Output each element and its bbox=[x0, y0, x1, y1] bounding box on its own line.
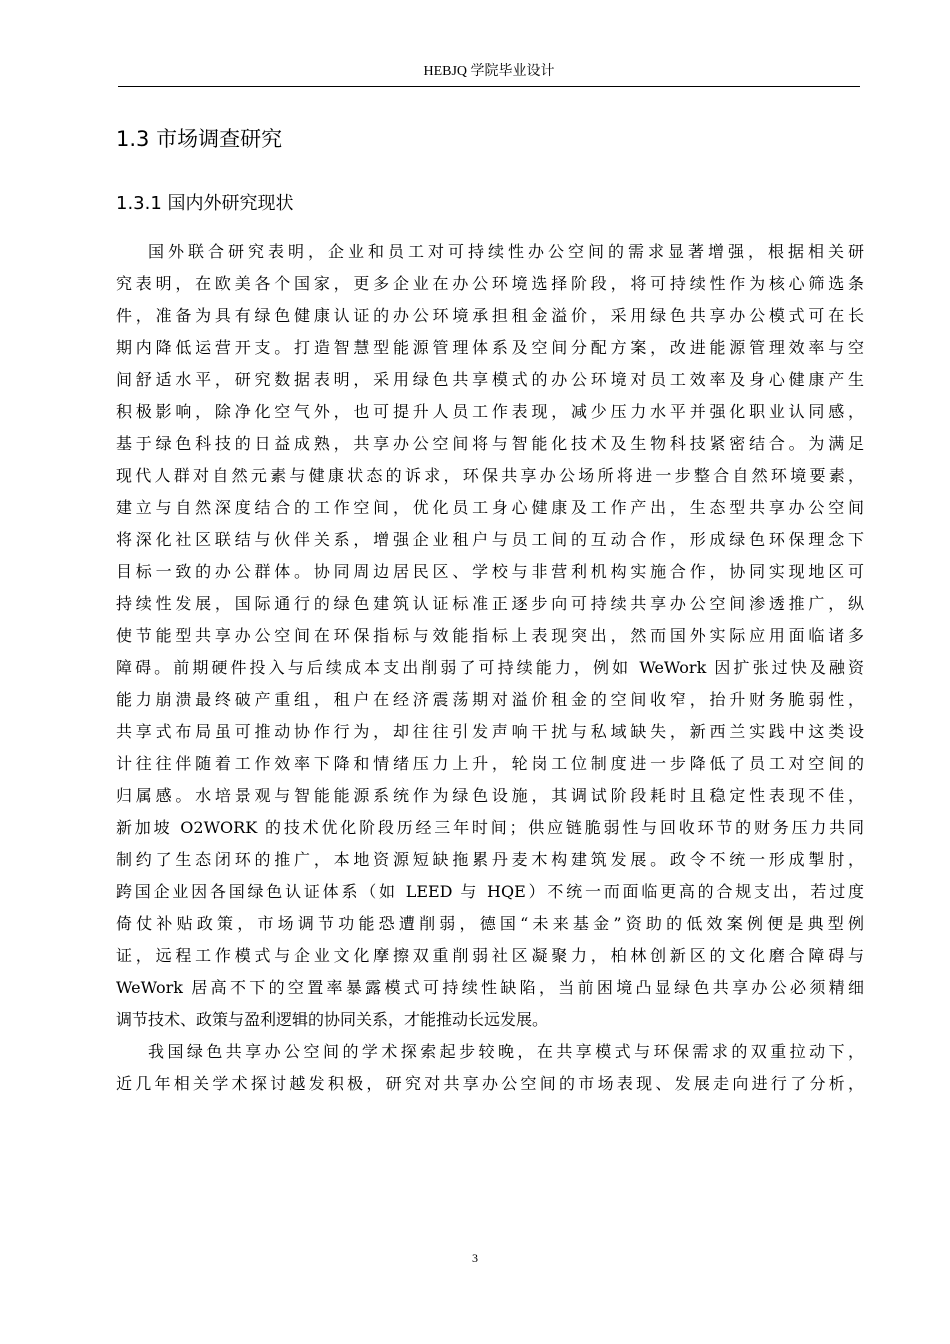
paragraph-1-line: 归属感。水培景观与智能能源系统作为绿色设施，其调试阶段耗时且稳定性表现不佳， bbox=[116, 786, 864, 805]
section-heading: 1.3 市场调查研究 bbox=[116, 127, 283, 151]
paragraph-1-line: 目标一致的办公群体。协同周边居民区、学校与非营利机构实施合作，协同实现地区可 bbox=[116, 562, 864, 581]
paragraph-1-line: 国外联合研究表明，企业和员工对可持续性办公空间的需求显著增强，根据相关研 bbox=[148, 242, 864, 261]
paragraph-1-line: 证，远程工作模式与企业文化摩擦双重削弱社区凝聚力，柏林创新区的文化磨合障碍与 bbox=[116, 946, 864, 965]
paragraph-1-line: 积极影响，除净化空气外，也可提升人员工作表现，减少压力水平并强化职业认同感， bbox=[116, 402, 864, 421]
paragraph-1-line: 能力崩溃最终破产重组，租户在经济震荡期对溢价租金的空间收窄，抬升财务脆弱性， bbox=[116, 690, 864, 709]
paragraph-1-line: 使节能型共享办公空间在环保指标与效能指标上表现突出，然而国外实际应用面临诸多 bbox=[116, 626, 864, 645]
paragraph-1-line: 调节技术、政策与盈利逻辑的协同关系，才能推动长远发展。 bbox=[116, 1010, 549, 1029]
paragraph-1-line: 究表明，在欧美各个国家，更多企业在办公环境选择阶段，将可持续性作为核心筛选条 bbox=[116, 274, 864, 293]
paragraph-1-line: 计往往伴随着工作效率下降和情绪压力上升，轮岗工位制度进一步降低了员工对空间的 bbox=[116, 754, 864, 773]
paragraph-1-line: 基于绿色科技的日益成熟，共享办公空间将与智能化技术及生物科技紧密结合。为满足 bbox=[116, 434, 864, 453]
paragraph-1-line: 倚仗补贴政策，市场调节功能恐遭削弱，德国“未来基金”资助的低效案例便是典型例 bbox=[116, 914, 864, 933]
paragraph-1-line: 持续性发展，国际通行的绿色建筑认证标准正逐步向可持续共享办公空间渗透推广，纵 bbox=[116, 594, 864, 613]
page-header: HEBJQ 学院毕业设计 bbox=[118, 62, 860, 87]
paragraph-1-line: 件，准备为具有绿色健康认证的办公环境承担租金溢价，采用绿色共享办公模式可在长 bbox=[116, 306, 864, 325]
paragraph-1-line: 新加坡 O2WORK 的技术优化阶段历经三年时间；供应链脆弱性与回收环节的财务压力共同 bbox=[116, 818, 864, 837]
paragraph-1-line: 将深化社区联结与伙伴关系，增强企业租户与员工间的互动合作，形成绿色环保理念下 bbox=[116, 530, 864, 549]
paragraph-1-line: 现代人群对自然元素与健康状态的诉求，环保共享办公场所将进一步整合自然环境要素， bbox=[116, 466, 864, 485]
paragraph-2-line: 我国绿色共享办公空间的学术探索起步较晚，在共享模式与环保需求的双重拉动下， bbox=[148, 1042, 864, 1061]
subsection-heading: 1.3.1 国内外研究现状 bbox=[116, 193, 294, 214]
paragraph-1-line: 障碍。前期硬件投入与后续成本支出削弱了可持续能力，例如 WeWork 因扩张过快及融资 bbox=[116, 658, 864, 677]
paragraph-1-line: 共享式布局虽可推动协作行为，却往往引发声响干扰与私域缺失，新西兰实践中这类设 bbox=[116, 722, 864, 741]
page-number: 3 bbox=[472, 1251, 478, 1265]
paragraph-1-line: 间舒适水平，研究数据表明，采用绿色共享模式的办公环境对员工效率及身心健康产生 bbox=[116, 370, 864, 389]
paragraph-1-line: WeWork 居高不下的空置率暴露模式可持续性缺陷，当前困境凸显绿色共享办公必须精细 bbox=[116, 978, 864, 997]
paragraph-1-line: 建立与自然深度结合的工作空间，优化员工身心健康及工作产出，生态型共享办公空间 bbox=[116, 498, 864, 517]
paragraph-1-line: 制约了生态闭环的推广，本地资源短缺拖累丹麦木构建筑发展。政令不统一形成掣肘， bbox=[116, 850, 864, 869]
paragraph-1-line: 期内降低运营开支。打造智慧型能源管理体系及空间分配方案，改进能源管理效率与空 bbox=[116, 338, 864, 357]
paragraph-2-line: 近几年相关学术探讨越发积极，研究对共享办公空间的市场表现、发展走向进行了分析， bbox=[116, 1074, 864, 1093]
paragraph-1-line: 跨国企业因各国绿色认证体系（如 LEED 与 HQE）不统一而面临更高的合规支出，若过度 bbox=[116, 882, 864, 901]
